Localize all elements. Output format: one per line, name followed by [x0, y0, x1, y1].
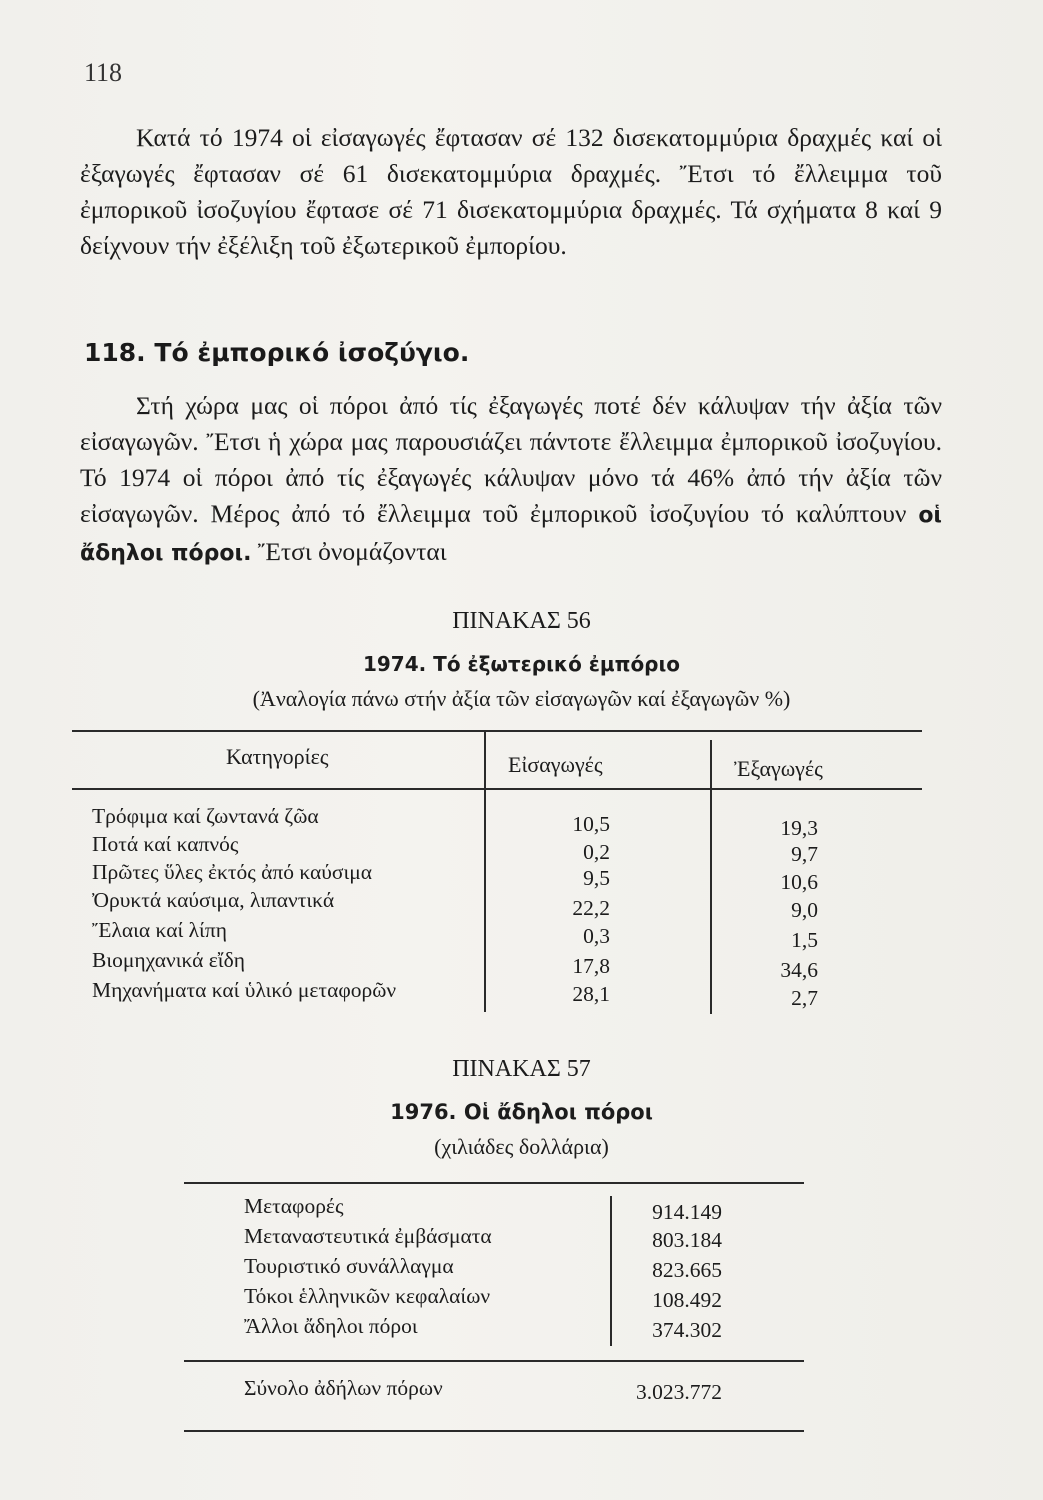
table57-value: 823.665 — [652, 1258, 722, 1282]
table56-exports-value: 2,7 — [791, 986, 818, 1010]
table56-header-rule — [72, 788, 922, 790]
table56-imports-value: 0,2 — [583, 840, 610, 864]
table56-exports-value: 9,0 — [791, 898, 818, 922]
intro-paragraph — [80, 120, 942, 264]
table56-exports-value: 19,3 — [780, 816, 818, 840]
section-heading: 118. Τό ἐμπορικό ἰσοζύγιο. — [84, 338, 470, 367]
table56-imports-value: 10,5 — [572, 812, 610, 836]
section-text — [80, 388, 942, 572]
table56-imports-value: 28,1 — [572, 982, 610, 1006]
table56-imports-value: 17,8 — [572, 954, 610, 978]
table57-item: Μεταφορές — [244, 1194, 344, 1218]
table57-value: 803.184 — [652, 1228, 722, 1252]
table57-total-rule — [184, 1360, 804, 1362]
table57-value: 374.302 — [652, 1318, 722, 1342]
table57-item: Τόκοι ἑλληνικῶν κεφαλαίων — [244, 1284, 491, 1308]
table56-header-category: Κατηγορίες — [226, 744, 329, 769]
section-paragraph — [80, 388, 942, 572]
table57-label: ΠΙΝΑΚΑΣ 57 — [452, 1056, 591, 1082]
table56-top-rule — [72, 730, 922, 732]
table56-subtitle: 1974. Τό ἐξωτερικό ἐμπόριο — [362, 652, 681, 676]
table56-category: Ὀρυκτά καύσιμα, λιπαντικά — [92, 888, 335, 912]
section-text-before: Στή χώρα μας οἱ πόροι ἀπό τίς ἐξαγωγές ποτέ δέν κάλυψαν τήν ἀξία τῶν εἰσαγωγῶν. Ἔτσι ἡ χώρα μας παρουσιάζει πάντοτε ἔλλειμμα ἐμπορικοῦ ἰσοζυγίου. Τό 1974 οἱ πόροι ἀπό τίς ἐξαγωγές κάλυψαν μόνο τά 46% ἀπό τήν ἀξία τῶν εἰσαγωγῶν. Μέρος ἀπό τό ἔλλειμμα τοῦ ἐμπορικοῦ ἰσοζυγίου τό καλύπτουν — [80, 391, 942, 528]
intro-text: Κατά τό 1974 οἱ εἰσαγωγές ἔφτασαν σέ 132 δισεκατομμύρια δραχμές καί οἱ ἐξαγωγές ἔφτασαν σέ 61 δισεκατομμύρια δραχμές. Ἔτσι τό ἔλλειμμα τοῦ ἐμπορικοῦ ἰσοζυγίου ἔφτασε σέ 71 δισεκατομμύρια δραχμές. Τά σχήματα 8 καί 9 δείχνουν τήν ἐξέλιξη τοῦ ἐξωτερικοῦ ἐμπορίου. — [80, 123, 942, 260]
table56-imports-value: 9,5 — [583, 866, 610, 890]
table56-exports-value: 10,6 — [780, 870, 818, 894]
table56-imports-value: 22,2 — [572, 896, 610, 920]
table56-label: ΠΙΝΑΚΑΣ 56 — [452, 608, 591, 634]
table56-imports-value: 0,3 — [583, 924, 610, 948]
table57-total-value: 3.023.772 — [636, 1380, 722, 1404]
table57-bottom-rule — [184, 1430, 804, 1432]
page-number: 118 — [84, 58, 123, 87]
table57-top-rule — [184, 1182, 804, 1184]
table56-category: Τρόφιμα καί ζωντανά ζῶα — [92, 804, 319, 828]
table57-item: Μεταναστευτικά ἐμβάσματα — [244, 1224, 492, 1248]
table56-exports-value: 1,5 — [791, 928, 818, 952]
table56-divider-2 — [710, 740, 712, 1014]
table56-divider-1 — [484, 730, 486, 1012]
table57-value: 914.149 — [652, 1200, 722, 1224]
table57-note: (χιλιάδες δολλάρια) — [434, 1134, 609, 1159]
section-text-after: Ἔτσι ὀνομάζονται — [251, 537, 447, 566]
table56-category: Ποτά καί καπνός — [92, 832, 239, 856]
table57-subtitle: 1976. Οἱ ἄδηλοι πόροι — [390, 1100, 653, 1124]
table57-value: 108.492 — [652, 1288, 722, 1312]
table57-item: Ἄλλοι ἄδηλοι πόροι — [244, 1314, 418, 1338]
table56-note: (Ἀναλογία πάνω στήν ἀξία τῶν εἰσαγωγῶν καί ἐξαγωγῶν %) — [252, 686, 791, 711]
table56-category: Βιομηχανικά εἴδη — [92, 948, 245, 972]
table56-header-imports: Εἰσαγωγές — [508, 752, 603, 777]
table56-exports-value: 9,7 — [791, 842, 818, 866]
table56-category: Ἔλαια καί λίπη — [92, 918, 227, 942]
table56-category: Πρῶτες ὕλες ἐκτός ἀπό καύσιμα — [92, 860, 373, 884]
table57-total-label: Σύνολο ἀδήλων πόρων — [244, 1376, 443, 1400]
table56-category: Μηχανήματα καί ὑλικό μεταφορῶν — [92, 978, 397, 1002]
section-bold-term: οἱ ἄδηλοι πόροι. — [80, 503, 942, 566]
table56-exports-value: 34,6 — [780, 958, 818, 982]
table57-item: Τουριστικό συνάλλαγμα — [244, 1254, 454, 1278]
table56-header-exports: Ἐξαγωγές — [734, 756, 823, 781]
